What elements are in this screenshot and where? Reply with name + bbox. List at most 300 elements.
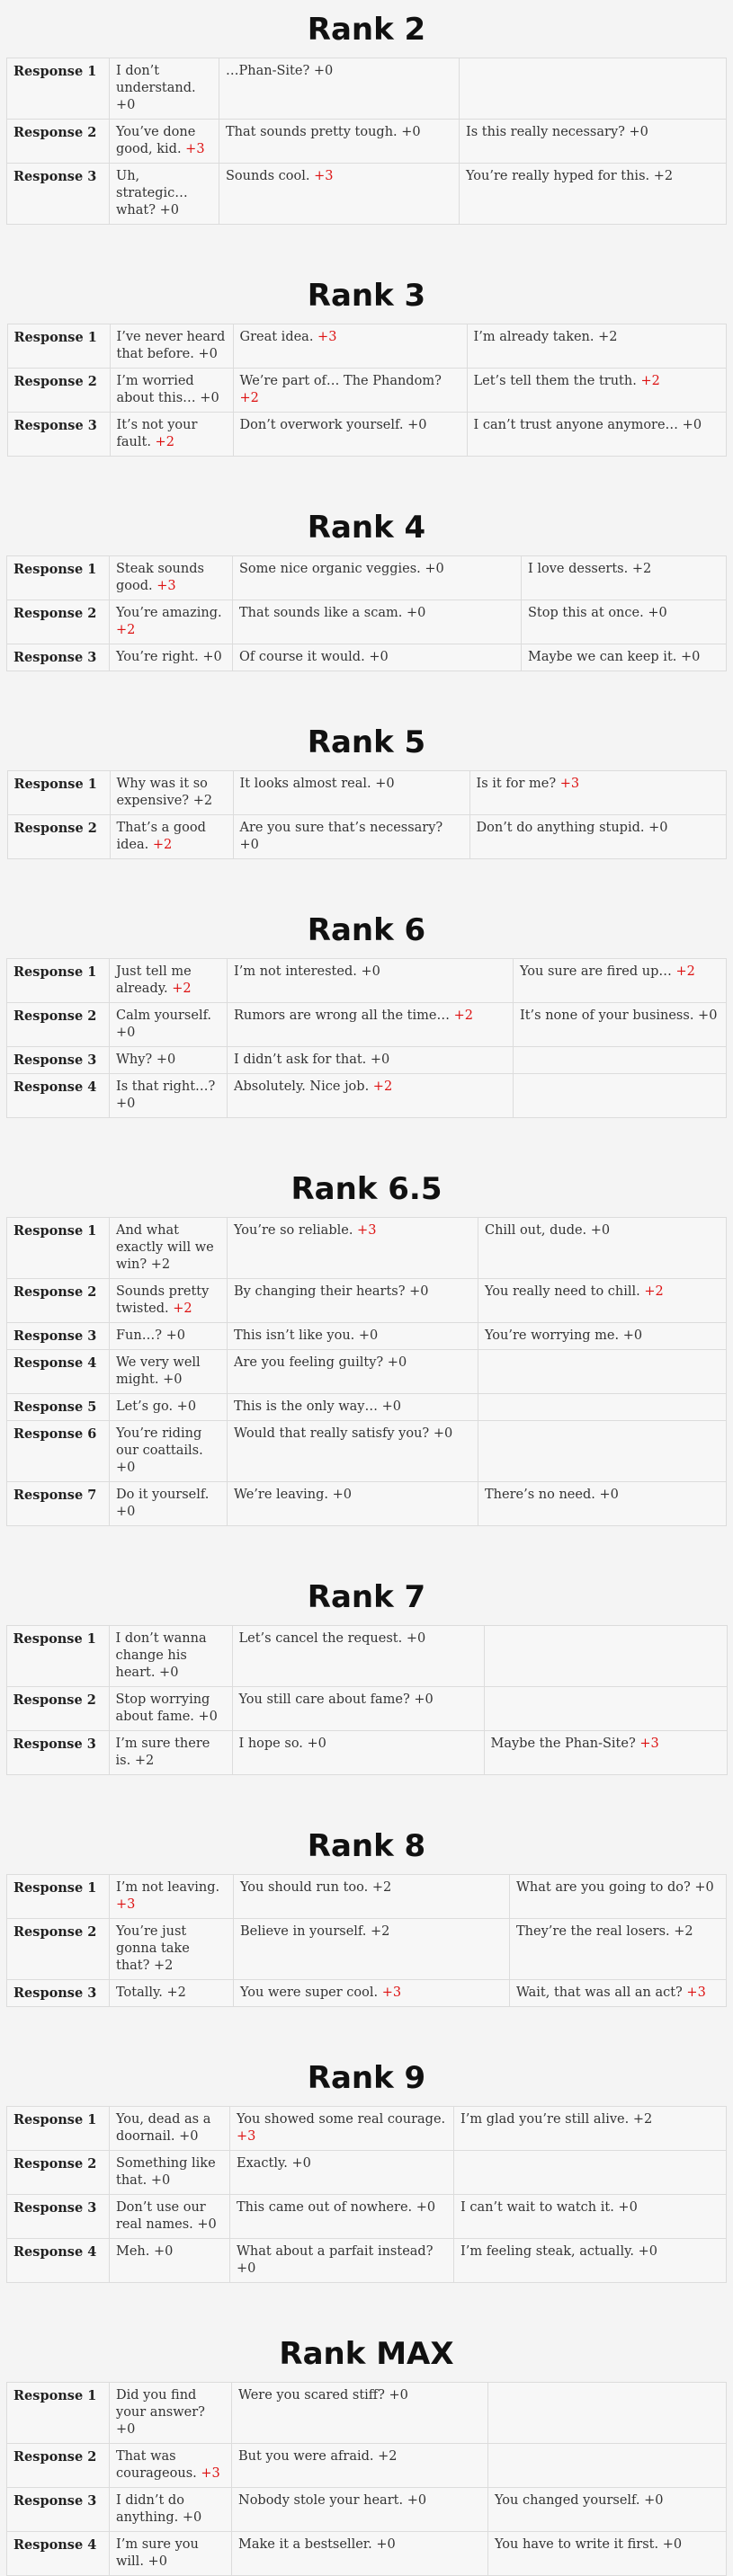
- option-text: This came out of nowhere.: [237, 2200, 413, 2215]
- table-row: [7, 120, 727, 164]
- option-text: Calm yourself.: [116, 1008, 212, 1023]
- table-row: [7, 1323, 727, 1350]
- table-row: [7, 2195, 727, 2239]
- response-option: [467, 324, 726, 369]
- option-text: I didn’t do anything.: [116, 2493, 184, 2525]
- option-text: I’m feeling steak, actually.: [460, 2244, 634, 2259]
- response-option: [522, 556, 727, 600]
- rank-title: Rank 3: [307, 278, 426, 314]
- response-option: [228, 1421, 478, 1482]
- response-option: [478, 1482, 727, 1526]
- option-text: Did you find your answer?: [116, 2388, 205, 2420]
- option-text: I love desserts.: [528, 562, 629, 576]
- points-value: +0: [179, 2129, 199, 2144]
- response-option: [110, 1218, 228, 1279]
- responses-table: [7, 324, 727, 457]
- rank-section: [0, 724, 733, 859]
- points-value: +0: [648, 821, 668, 835]
- option-text: You showed some real courage.: [237, 2112, 446, 2127]
- points-value: +0: [590, 1223, 611, 1238]
- rank-section: [0, 11, 733, 225]
- response-label: Response 3: [7, 2195, 110, 2239]
- response-option: [228, 1047, 514, 1074]
- response-option: [232, 2532, 488, 2576]
- points-value: +0: [116, 1461, 136, 1475]
- table-row: [7, 771, 726, 815]
- empty-cell: [488, 2383, 727, 2444]
- option-text: Is that right…?: [116, 1079, 216, 1094]
- response-option: [110, 1421, 228, 1482]
- points-value: +3: [559, 777, 580, 791]
- response-option: [230, 2239, 454, 2283]
- option-text: Uh, strategic… what?: [116, 169, 188, 218]
- table-row: [7, 2488, 727, 2532]
- rank-section: [0, 911, 733, 1118]
- response-option: [228, 1003, 514, 1047]
- points-value: +0: [150, 2173, 171, 2188]
- option-text: I can’t trust anyone anymore…: [473, 418, 679, 432]
- option-text: Fun…?: [116, 1328, 163, 1343]
- points-value: +2: [173, 1301, 192, 1316]
- option-text: I’m not leaving.: [116, 1880, 220, 1895]
- response-label: Response 1: [6, 1626, 109, 1687]
- points-value: +2: [134, 1754, 155, 1768]
- points-value: +0: [599, 1488, 619, 1502]
- points-value: +2: [378, 2449, 398, 2464]
- response-option: [110, 369, 233, 413]
- points-value: +0: [618, 2200, 638, 2215]
- empty-cell: [488, 2444, 727, 2488]
- option-text: Maybe the Phan-Site?: [490, 1737, 636, 1751]
- response-option: [110, 2383, 232, 2444]
- points-value: +0: [387, 1355, 407, 1370]
- option-text: Stop this at once.: [528, 606, 644, 620]
- option-text: You’re so reliable.: [234, 1223, 353, 1238]
- empty-cell: [454, 2151, 727, 2195]
- option-text: Sounds cool.: [226, 169, 310, 183]
- responses-table: [6, 2106, 727, 2283]
- option-text: I don’t understand.: [116, 64, 196, 95]
- response-option: [232, 1731, 484, 1775]
- response-label: Response 2: [7, 1279, 110, 1323]
- option-text: Totally.: [116, 1985, 163, 2000]
- option-text: It’s none of your business.: [520, 1008, 694, 1023]
- response-label: Response 4: [7, 2532, 110, 2576]
- response-label: Response 2: [7, 600, 110, 644]
- response-option: [110, 1980, 234, 2007]
- points-value: +0: [116, 2422, 136, 2437]
- points-value: +0: [425, 562, 444, 576]
- points-value: +2: [239, 391, 259, 405]
- points-value: +0: [682, 418, 702, 432]
- response-option: [109, 1687, 232, 1731]
- option-text: Just tell me already.: [116, 964, 192, 996]
- option-text: You’ve done good, kid.: [116, 125, 196, 156]
- response-option: [514, 959, 727, 1003]
- response-option: [454, 2195, 727, 2239]
- response-option: [510, 1980, 727, 2007]
- response-label: Response 3: [6, 1731, 109, 1775]
- response-label: Response 2: [7, 120, 110, 164]
- responses-table: [6, 58, 727, 225]
- option-text: I’m not interested.: [234, 964, 357, 979]
- option-text: There’s no need.: [485, 1488, 595, 1502]
- response-label: Response 3: [7, 1047, 110, 1074]
- points-value: +0: [176, 1399, 197, 1414]
- response-option: [110, 2195, 230, 2239]
- option-text: You really need to chill.: [485, 1284, 640, 1299]
- response-option: [110, 2151, 230, 2195]
- response-option: [228, 1323, 478, 1350]
- response-option: [234, 1875, 510, 1919]
- response-label: Response 3: [7, 2488, 110, 2532]
- response-label: Response 3: [7, 644, 110, 671]
- option-text: That’s a good idea.: [116, 821, 206, 852]
- table-row: [6, 1626, 727, 1687]
- option-text: Meh.: [116, 2244, 150, 2259]
- option-text: That sounds pretty tough.: [226, 125, 398, 139]
- response-label: Response 1: [7, 556, 110, 600]
- rank-title: Rank 6.5: [291, 1171, 442, 1207]
- table-row: [7, 58, 727, 120]
- response-label: Response 2: [7, 2151, 110, 2195]
- response-option: [454, 2239, 727, 2283]
- option-text: It’s not your fault.: [116, 418, 198, 449]
- points-value: +0: [307, 1737, 326, 1751]
- option-text: You’re right.: [116, 650, 199, 664]
- option-text: Maybe we can keep it.: [528, 650, 677, 664]
- option-text: I’m worried about this…: [116, 374, 196, 405]
- response-option: [109, 1731, 232, 1775]
- points-value: +2: [653, 169, 674, 183]
- points-value: +0: [681, 650, 701, 664]
- response-option: [109, 1626, 232, 1687]
- response-option: [454, 2107, 727, 2151]
- table-row: [7, 324, 726, 369]
- points-value: +2: [632, 2112, 653, 2127]
- response-option: [110, 324, 233, 369]
- response-label: Response 3: [7, 1323, 110, 1350]
- response-label: Response 4: [7, 1074, 110, 1118]
- points-value: +0: [433, 1426, 453, 1441]
- option-text: I didn’t ask for that.: [234, 1053, 367, 1067]
- rank-section: [0, 1827, 733, 2007]
- option-text: Why was it so expensive?: [116, 777, 208, 808]
- responses-table: [6, 958, 727, 1118]
- points-value: +0: [414, 1692, 434, 1707]
- table-row: [7, 1919, 727, 1980]
- option-text: Nobody stole your heart.: [238, 2493, 404, 2508]
- points-value: +0: [644, 2493, 664, 2508]
- points-value: +0: [116, 98, 136, 112]
- response-option: [110, 1482, 228, 1526]
- table-row: [7, 815, 726, 859]
- response-label: Response 4: [7, 1350, 110, 1394]
- points-value: +2: [152, 838, 173, 852]
- option-text: Would that really satisfy you?: [234, 1426, 430, 1441]
- option-text: …Phan-Site?: [226, 64, 310, 78]
- points-value: +0: [237, 2261, 256, 2276]
- rank-title: Rank 2: [307, 12, 426, 48]
- response-option: [228, 1279, 478, 1323]
- response-option: [233, 815, 469, 859]
- response-option: [110, 1875, 234, 1919]
- response-option: [522, 600, 727, 644]
- points-value: +2: [154, 1959, 174, 1973]
- rank-section: [0, 1578, 733, 1775]
- response-option: [514, 1003, 727, 1047]
- response-option: [110, 58, 219, 120]
- option-text: Is this really necessary?: [466, 125, 625, 139]
- response-label: Response 1: [7, 959, 110, 1003]
- points-value: +0: [375, 777, 395, 791]
- option-text: Absolutely. Nice job.: [234, 1079, 370, 1094]
- option-text: They’re the real losers.: [516, 1924, 670, 1939]
- response-option: [230, 2151, 454, 2195]
- option-text: It looks almost real.: [239, 777, 371, 791]
- table-row: [6, 1731, 727, 1775]
- option-text: Wait, that was all an act?: [516, 1985, 683, 2000]
- points-value: +3: [314, 169, 334, 183]
- response-label: Response 1: [7, 2107, 110, 2151]
- points-value: +0: [159, 1666, 179, 1680]
- option-text: That was courageous.: [116, 2449, 197, 2481]
- points-value: +2: [166, 1985, 186, 2000]
- response-option: [478, 1218, 727, 1279]
- rank-title: Rank MAX: [279, 2336, 454, 2372]
- points-value: +0: [239, 838, 259, 852]
- points-value: +2: [640, 374, 660, 388]
- response-option: [110, 2532, 232, 2576]
- rank-section: [0, 1170, 733, 1526]
- option-text: Sounds pretty twisted.: [116, 1284, 210, 1316]
- rank-title: Rank 7: [307, 1579, 426, 1615]
- table-row: [7, 1350, 727, 1394]
- option-text: By changing their hearts?: [234, 1284, 406, 1299]
- response-option: [232, 2444, 488, 2488]
- points-value: +0: [361, 964, 380, 979]
- points-value: +0: [116, 1097, 136, 1111]
- points-value: +0: [406, 606, 426, 620]
- response-option: [110, 164, 219, 225]
- response-label: Response 1: [7, 1218, 110, 1279]
- option-text: I’ve never heard that before.: [116, 330, 226, 361]
- points-value: +2: [675, 964, 695, 979]
- response-label: Response 2: [7, 1003, 110, 1047]
- response-option: [234, 1919, 510, 1980]
- rank-title: Rank 6: [307, 912, 426, 948]
- response-label: Response 4: [7, 2239, 110, 2283]
- response-option: [233, 369, 467, 413]
- points-value: +0: [629, 125, 648, 139]
- points-value: +3: [639, 1737, 659, 1751]
- response-option: [110, 1323, 228, 1350]
- points-value: +3: [201, 2466, 220, 2481]
- response-label: Response 1: [7, 1875, 110, 1919]
- response-option: [233, 324, 467, 369]
- response-option: [110, 1394, 228, 1421]
- response-option: [110, 2444, 232, 2488]
- option-text: Make it a bestseller.: [238, 2537, 372, 2552]
- points-value: +0: [407, 418, 427, 432]
- option-text: You changed yourself.: [495, 2493, 640, 2508]
- points-value: +0: [202, 650, 222, 664]
- option-text: Exactly.: [237, 2156, 288, 2171]
- option-text: Something like that.: [116, 2156, 216, 2188]
- empty-cell: [514, 1074, 727, 1118]
- option-text: Are you sure that’s necessary?: [239, 821, 443, 835]
- table-row: [6, 1687, 727, 1731]
- response-label: Response 1: [7, 58, 110, 120]
- points-value: +0: [389, 2388, 408, 2403]
- response-label: Response 1: [7, 324, 110, 369]
- response-option: [478, 1323, 727, 1350]
- rank-title: Rank 4: [307, 510, 426, 546]
- response-option: [228, 1482, 478, 1526]
- points-value: +0: [197, 2217, 217, 2232]
- empty-cell: [484, 1626, 727, 1687]
- points-value: +0: [407, 2493, 427, 2508]
- response-option: [228, 1218, 478, 1279]
- response-label: Response 3: [7, 1980, 110, 2007]
- option-text: You should run too.: [240, 1880, 369, 1895]
- option-text: Steak sounds good.: [116, 562, 204, 593]
- option-text: I’m glad you’re still alive.: [460, 2112, 630, 2127]
- option-text: Let’s cancel the request.: [238, 1631, 403, 1646]
- response-option: [469, 771, 726, 815]
- responses-table: [7, 770, 727, 859]
- response-option: [110, 644, 233, 671]
- table-row: [7, 1421, 727, 1482]
- points-value: +0: [163, 1372, 183, 1387]
- points-value: +0: [401, 125, 421, 139]
- table-row: [7, 1980, 727, 2007]
- response-option: [510, 1875, 727, 1919]
- response-option: [460, 164, 727, 225]
- response-label: Response 2: [7, 2444, 110, 2488]
- points-value: +2: [453, 1008, 473, 1023]
- empty-cell: [484, 1687, 727, 1731]
- option-text: We very well might.: [116, 1355, 201, 1387]
- option-text: That sounds like a scam.: [239, 606, 403, 620]
- response-label: Response 6: [7, 1421, 110, 1482]
- points-value: +2: [116, 623, 136, 637]
- table-row: [7, 1875, 727, 1919]
- option-text: But you were afraid.: [238, 2449, 374, 2464]
- response-option: [110, 1350, 228, 1394]
- points-value: +0: [198, 1710, 218, 1724]
- points-value: +0: [332, 1488, 352, 1502]
- table-row: [7, 1482, 727, 1526]
- option-text: You, dead as a doornail.: [116, 2112, 211, 2144]
- response-label: Response 2: [6, 1687, 109, 1731]
- points-value: +2: [172, 982, 192, 996]
- response-option: [233, 556, 522, 600]
- option-text: What about a parfait instead?: [237, 2244, 434, 2259]
- response-option: [110, 771, 233, 815]
- points-value: +3: [185, 142, 205, 156]
- responses-table: [6, 2382, 727, 2576]
- response-label: Response 1: [7, 771, 110, 815]
- table-row: [7, 2107, 727, 2151]
- option-text: You’re worrying me.: [485, 1328, 620, 1343]
- points-value: +2: [674, 1924, 693, 1939]
- response-option: [110, 413, 233, 457]
- response-option: [460, 120, 727, 164]
- table-row: [7, 2532, 727, 2576]
- empty-cell: [514, 1047, 727, 1074]
- option-text: What are you going to do?: [516, 1880, 691, 1895]
- points-value: +0: [662, 2537, 683, 2552]
- points-value: +3: [116, 1897, 136, 1912]
- response-option: [510, 1919, 727, 1980]
- response-option: [232, 1687, 484, 1731]
- points-value: +2: [192, 794, 213, 808]
- table-row: [7, 1074, 727, 1118]
- response-option: [228, 1350, 478, 1394]
- option-text: I don’t wanna change his heart.: [115, 1631, 207, 1680]
- option-text: I can’t wait to watch it.: [460, 2200, 614, 2215]
- response-option: [232, 1626, 484, 1687]
- table-row: [7, 2444, 727, 2488]
- option-text: This isn’t like you.: [234, 1328, 355, 1343]
- table-row: [7, 413, 726, 457]
- table-row: [7, 164, 727, 225]
- points-value: +2: [598, 330, 618, 344]
- option-text: Chill out, dude.: [485, 1223, 587, 1238]
- points-value: +0: [156, 1053, 176, 1067]
- response-label: Response 2: [7, 815, 110, 859]
- table-row: [7, 1279, 727, 1323]
- option-text: Of course it would.: [239, 650, 365, 664]
- option-text: And what exactly will we win?: [116, 1223, 214, 1272]
- points-value: +0: [416, 2200, 436, 2215]
- response-option: [230, 2195, 454, 2239]
- table-row: [7, 1047, 727, 1074]
- option-text: I’m already taken.: [473, 330, 594, 344]
- option-text: We’re part of… The Phandom?: [239, 374, 442, 388]
- points-value: +0: [622, 1328, 643, 1343]
- response-option: [234, 1980, 510, 2007]
- response-option: [228, 959, 514, 1003]
- table-row: [7, 644, 727, 671]
- response-option: [232, 2488, 488, 2532]
- points-value: +0: [648, 606, 667, 620]
- response-label: Response 3: [7, 413, 110, 457]
- points-value: +0: [409, 1284, 429, 1299]
- response-option: [110, 1074, 228, 1118]
- points-value: +0: [638, 2244, 657, 2259]
- points-value: +0: [291, 2156, 311, 2171]
- points-value: +0: [182, 2510, 202, 2525]
- option-text: You have to write it first.: [495, 2537, 659, 2552]
- points-value: +0: [165, 1328, 185, 1343]
- points-value: +3: [381, 1985, 402, 2000]
- option-text: Are you feeling guilty?: [234, 1355, 384, 1370]
- response-option: [488, 2532, 727, 2576]
- response-option: [228, 1074, 514, 1118]
- response-option: [110, 2488, 232, 2532]
- response-label: Response 5: [7, 1394, 110, 1421]
- response-option: [110, 120, 219, 164]
- response-label: Response 2: [7, 1919, 110, 1980]
- points-value: +0: [313, 64, 334, 78]
- rank-section: [0, 277, 733, 457]
- option-text: You’re really hyped for this.: [466, 169, 650, 183]
- points-value: +0: [381, 1399, 401, 1414]
- points-value: +0: [358, 1328, 379, 1343]
- response-option: [228, 1394, 478, 1421]
